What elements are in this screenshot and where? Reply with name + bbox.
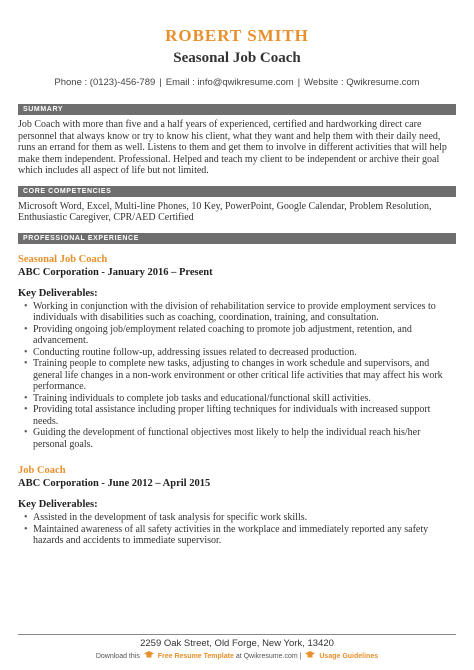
summary-heading: SUMMARY — [18, 104, 456, 115]
footer-address: 2259 Oak Street, Old Forge, New York, 13420 — [140, 638, 334, 649]
deliverables-label: Key Deliverables: — [18, 287, 98, 299]
page-footer — [0, 634, 474, 662]
summary-text: Job Coach with more than five and a half years of experienced, certified and hardworking direct care personnel that always know or try to know his client, what they want and help them with their daily need, runs an errand for them as well. Listens to them and get them to involve in different activities that will help make them independent. Professional. Helped and teach my client to be independent or archive their goal which includes all aspect of life but not limited. — [18, 119, 447, 176]
list-item: • Providing ongoing job/employment related coaching to promote job adjustment, retention, and advancement. — [33, 324, 456, 347]
deliverables-list — [18, 301, 456, 451]
candidate-title: Seasonal Job Coach — [173, 50, 301, 66]
graduation-cap-icon — [305, 651, 315, 659]
contact-separator: | — [297, 77, 301, 88]
credit-guidelines-link[interactable]: Usage Guidelines — [319, 653, 379, 660]
credit-prefix: Download this — [95, 653, 140, 660]
competencies-text: Microsoft Word, Excel, Multi-line Phones, 10 Key, PowerPoint, Google Calendar, Problem Resolution, Enthusiastic Caregiver, CPR/AED Certified — [18, 200, 432, 223]
competencies-heading: CORE COMPETENCIES — [18, 186, 456, 197]
job-role: Job Coach — [18, 465, 66, 476]
list-item: • Assisted in the development of task analysis for specific work skills. — [33, 512, 456, 524]
list-item: • Providing total assistance including proper lifting techniques for individuals with increased support needs. — [33, 404, 456, 427]
contact-phone: Phone : (0123)-456-789 — [54, 77, 156, 88]
deliverables-list — [18, 512, 456, 547]
list-item: • Training individuals to complete job tasks and educational/functional skill activities. — [33, 393, 456, 405]
contact-email[interactable]: Email : info@qwikresume.com — [165, 77, 294, 88]
credit-template-link[interactable]: Free Resume Template — [157, 653, 234, 660]
graduation-cap-icon — [144, 651, 154, 659]
candidate-name: ROBERT SMITH — [165, 26, 309, 45]
footer-divider — [18, 634, 456, 635]
list-item: • Conducting routine follow-up, addressing issues related to decreased production. — [33, 347, 456, 359]
deliverables-label: Key Deliverables: — [18, 499, 98, 510]
contact-line — [18, 77, 456, 89]
job-role: Seasonal Job Coach — [18, 253, 108, 265]
credit-separator: | — [299, 653, 302, 660]
experience-heading: PROFESSIONAL EXPERIENCE — [18, 233, 456, 244]
contact-website[interactable]: Website : Qwikresume.com — [304, 77, 420, 88]
job-entry — [18, 464, 456, 547]
credit-middle: at — [235, 653, 242, 660]
contact-separator: | — [159, 77, 162, 88]
footer-credit — [0, 651, 474, 662]
job-company: ABC Corporation - June 2012 – April 2015 — [18, 478, 211, 489]
list-item: • Working in conjunction with the division of rehabilitation service to provide employment services to individuals with disabilities such as coaching, coordination, training, and consultation. — [33, 301, 456, 324]
list-item: • Training people to complete new tasks, adjusting to changes in work schedule and supervisors, and general life changes in a non-work environment or other critical life activities that may affect his work performance. — [33, 358, 456, 393]
credit-site[interactable]: Qwikresume.com — [243, 653, 298, 660]
job-company: ABC Corporation - January 2016 – Present — [18, 266, 213, 278]
job-entry — [18, 253, 456, 451]
list-item: • Maintained awareness of all safety activities in the workplace and immediately reported any safety hazards and accidents to immediate supervisor. — [33, 524, 456, 547]
list-item: • Guiding the development of functional objectives most likely to help the individual reach his/her personal goals. — [33, 427, 456, 450]
